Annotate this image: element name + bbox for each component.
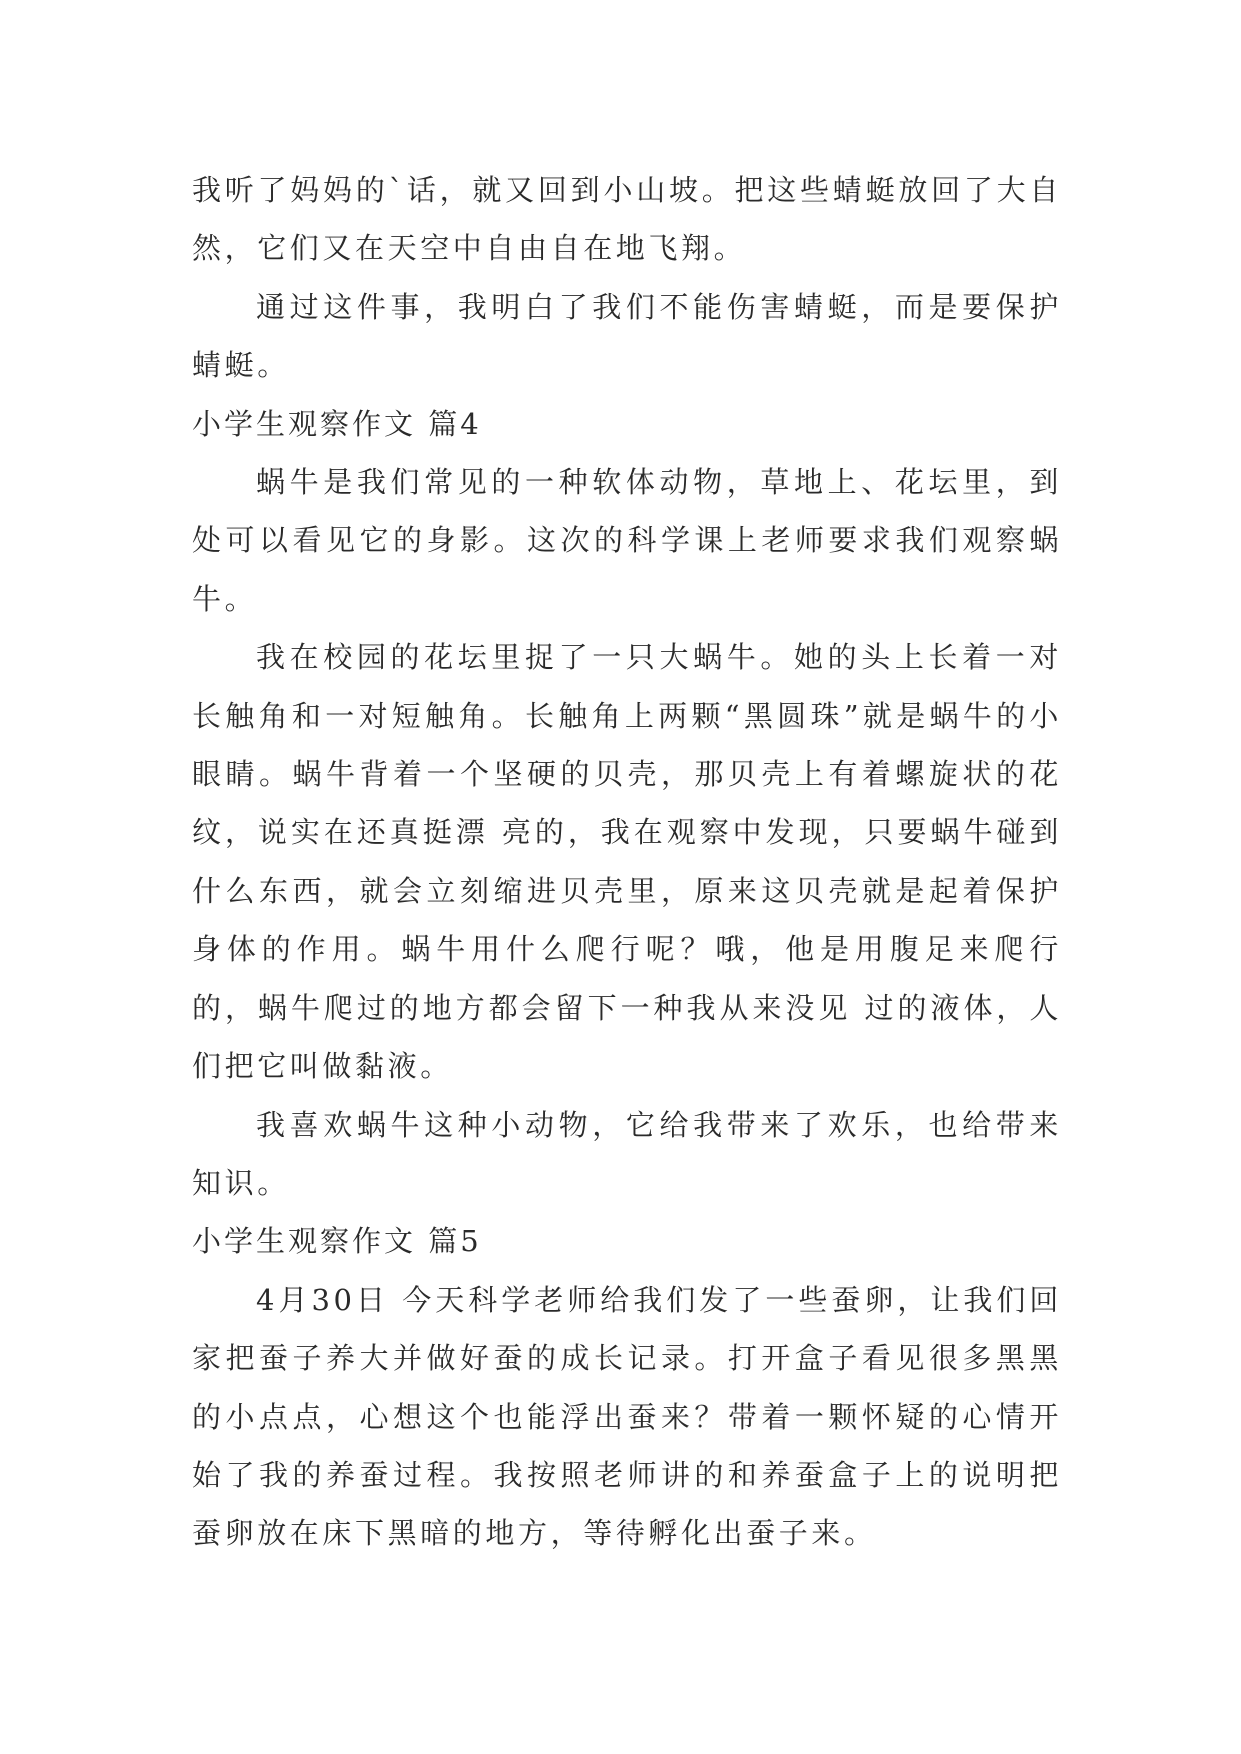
paragraph-snail-observation: 我在校园的花坛里捉了一只大蜗牛。她的头上长着一对长触角和一对短触角。长触角上两颗“黑圆珠”就是蜗牛的小眼睛。蜗牛背着一个坚硬的贝壳，那贝壳上有着螺旋状的花纹，说实在还真挺漂 亮的，我在观察中发现，只要蜗牛碰到什么东西，就会立刻缩进贝壳里，原来这贝壳就是起着保护身体的作用。蜗牛用什么爬行呢？哦，他是用腹足来爬行的，蜗牛爬过的地方都会留下一种我从来没见 过的液体，人们把它叫做黏液。 — [192, 640, 1062, 1084]
section-heading-5: 小学生观察作文 篇5 — [192, 1224, 482, 1259]
paragraph-snail-conclusion: 我喜欢蜗牛这种小动物，它给我带来了欢乐，也给带来知识。 — [192, 1107, 1062, 1200]
paragraph-snail-intro: 蜗牛是我们常见的一种软体动物，草地上、花坛里，到处可以看见它的身影。这次的科学课上老师要求我们观察蜗牛。 — [192, 465, 1062, 616]
document-body — [192, 161, 1062, 1563]
paragraph-dragonfly-lesson: 通过这件事，我明白了我们不能伤害蜻蜓，而是要保护蜻蜓。 — [192, 289, 1062, 383]
paragraph-dragonfly-release: 我听了妈妈的`话，就又回到小山坡。把这些蜻蜓放回了大自然，它们又在天空中自由自在地飞翔。 — [192, 173, 1062, 266]
paragraph-silkworm-diary: 4月30日 今天科学老师给我们发了一些蚕卵，让我们回家把蚕子养大并做好蚕的成长记录。打开盒子看见很多黑黑的小点点，心想这个也能浮出蚕来？带着一颗怀疑的心情开始了我的养蚕过程。我按照老师讲的和养蚕盒子上的说明把蚕卵放在床下黑暗的地方，等待孵化出蚕子来。 — [192, 1282, 1062, 1551]
section-heading-4: 小学生观察作文 篇4 — [192, 406, 482, 441]
